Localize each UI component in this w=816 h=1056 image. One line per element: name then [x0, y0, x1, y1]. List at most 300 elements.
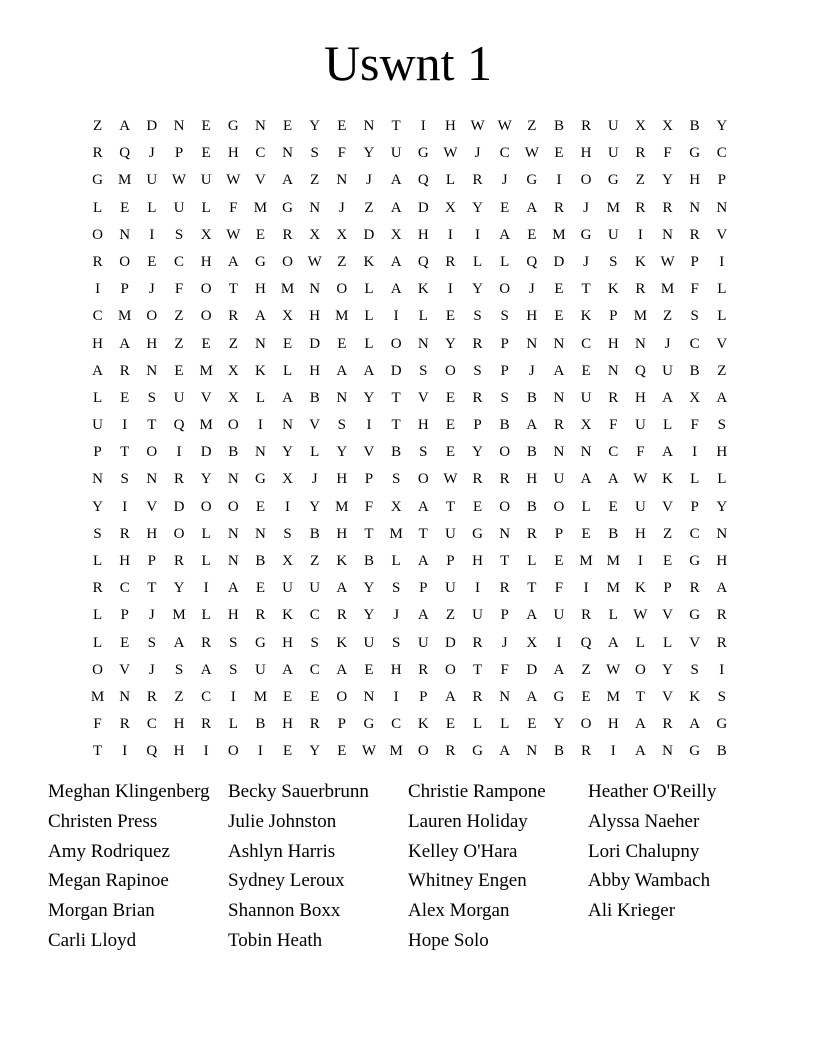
grid-cell[interactable]: E [581, 525, 591, 542]
grid-cell[interactable]: X [580, 417, 592, 434]
grid-cell[interactable]: U [607, 226, 619, 243]
grid-cell[interactable]: O [580, 716, 592, 733]
grid-cell[interactable]: E [472, 498, 483, 515]
grid-cell[interactable]: U [553, 607, 565, 624]
grid-cell[interactable]: E [581, 688, 591, 705]
grid-cell[interactable]: Q [173, 417, 185, 434]
grid-cell[interactable]: M [606, 580, 620, 597]
grid-cell[interactable]: R [92, 145, 103, 162]
grid-cell[interactable]: M [118, 308, 132, 325]
grid-cell[interactable]: E [120, 389, 130, 406]
grid-cell[interactable]: I [719, 253, 725, 270]
grid-cell[interactable]: M [118, 172, 132, 189]
grid-cell[interactable]: L [690, 471, 700, 488]
grid-cell[interactable]: I [257, 417, 263, 434]
grid-cell[interactable]: Z [581, 661, 591, 678]
grid-cell[interactable]: T [418, 525, 428, 542]
grid-cell[interactable]: W [226, 172, 241, 189]
grid-cell[interactable]: U [472, 607, 483, 624]
grid-cell[interactable]: A [716, 389, 728, 406]
grid-cell[interactable]: E [662, 553, 673, 569]
grid-cell[interactable]: R [581, 118, 592, 134]
grid-cell[interactable]: L [201, 607, 211, 624]
grid-cell[interactable]: Y [716, 118, 728, 134]
grid-cell[interactable]: I [122, 498, 128, 515]
grid-cell[interactable]: K [607, 281, 619, 298]
grid-cell[interactable]: U [173, 389, 185, 406]
grid-cell[interactable]: U [634, 417, 646, 434]
grid-cell[interactable]: G [254, 253, 266, 270]
grid-cell[interactable]: O [499, 498, 511, 515]
grid-cell[interactable]: H [472, 553, 483, 569]
grid-cell[interactable]: N [580, 444, 592, 461]
grid-cell[interactable]: P [554, 525, 564, 542]
grid-cell[interactable]: O [553, 498, 565, 515]
grid-cell[interactable]: B [391, 444, 402, 461]
grid-cell[interactable]: A [336, 362, 348, 379]
grid-cell[interactable]: G [92, 172, 103, 189]
grid-cell[interactable]: N [227, 471, 239, 488]
grid-cell[interactable]: L [717, 281, 727, 298]
grid-cell[interactable]: K [580, 308, 592, 325]
grid-cell[interactable]: B [309, 389, 320, 406]
grid-cell[interactable]: E [282, 743, 293, 760]
grid-cell[interactable]: N [499, 688, 511, 705]
grid-cell[interactable]: M [335, 498, 349, 515]
grid-cell[interactable]: S [473, 308, 482, 325]
grid-cell[interactable]: R [336, 607, 347, 624]
grid-cell[interactable]: E [445, 417, 455, 434]
grid-cell[interactable]: R [526, 525, 537, 542]
grid-cell[interactable]: K [662, 471, 673, 488]
grid-cell[interactable]: A [607, 634, 619, 651]
grid-cell[interactable]: I [393, 308, 399, 325]
grid-cell[interactable]: P [446, 553, 455, 569]
grid-cell[interactable]: H [634, 389, 646, 406]
grid-cell[interactable]: Q [417, 172, 429, 189]
grid-cell[interactable]: N [173, 118, 185, 134]
grid-cell[interactable]: C [146, 716, 157, 733]
grid-cell[interactable]: P [609, 308, 618, 325]
grid-cell[interactable]: X [200, 226, 212, 243]
grid-cell[interactable]: L [282, 362, 293, 379]
grid-cell[interactable]: X [309, 226, 321, 243]
grid-cell[interactable]: N [119, 226, 131, 243]
grid-cell[interactable]: T [500, 553, 510, 569]
grid-cell[interactable]: Y [472, 444, 483, 461]
grid-cell[interactable]: J [474, 145, 481, 162]
grid-cell[interactable]: K [336, 634, 348, 651]
grid-cell[interactable]: K [254, 362, 266, 379]
grid-cell[interactable]: B [228, 444, 239, 461]
grid-cell[interactable]: C [92, 308, 103, 325]
grid-cell[interactable]: A [662, 444, 673, 461]
grid-cell[interactable]: R [92, 253, 103, 270]
grid-cell[interactable]: A [336, 580, 348, 597]
grid-cell[interactable]: F [663, 145, 672, 162]
grid-cell[interactable]: E [500, 199, 510, 216]
grid-cell[interactable]: S [283, 525, 292, 542]
grid-cell[interactable]: F [690, 281, 699, 298]
grid-cell[interactable]: B [716, 743, 727, 760]
grid-cell[interactable]: I [556, 172, 562, 189]
grid-cell[interactable]: V [119, 661, 131, 678]
grid-cell[interactable]: H [716, 553, 728, 569]
grid-cell[interactable]: M [199, 417, 213, 434]
grid-cell[interactable]: K [634, 580, 646, 597]
grid-cell[interactable]: C [309, 661, 320, 678]
grid-cell[interactable]: Y [92, 498, 103, 515]
grid-cell[interactable]: S [147, 634, 157, 651]
grid-cell[interactable]: X [336, 226, 348, 243]
grid-cell[interactable]: T [228, 281, 238, 298]
grid-cell[interactable]: H [173, 716, 185, 733]
grid-cell[interactable]: S [717, 417, 726, 434]
grid-cell[interactable]: I [692, 444, 698, 461]
grid-cell[interactable]: O [227, 498, 239, 515]
grid-cell[interactable]: T [635, 688, 645, 705]
grid-cell[interactable]: J [148, 145, 155, 162]
grid-cell[interactable]: N [119, 688, 131, 705]
grid-cell[interactable]: G [689, 553, 701, 569]
grid-cell[interactable]: J [148, 281, 155, 298]
grid-cell[interactable]: E [201, 335, 211, 352]
grid-cell[interactable]: W [443, 471, 458, 488]
grid-cell[interactable]: G [526, 172, 538, 189]
grid-cell[interactable]: A [417, 553, 429, 569]
grid-cell[interactable]: U [580, 389, 592, 406]
grid-cell[interactable]: J [528, 281, 535, 298]
grid-cell[interactable]: M [606, 688, 620, 705]
grid-cell[interactable]: X [444, 199, 456, 216]
grid-cell[interactable]: I [719, 661, 725, 678]
grid-cell[interactable]: A [417, 498, 429, 515]
grid-cell[interactable]: I [203, 580, 209, 597]
grid-cell[interactable]: J [501, 634, 508, 651]
grid-cell[interactable]: I [556, 634, 562, 651]
grid-cell[interactable]: D [173, 498, 185, 515]
grid-cell[interactable]: M [253, 199, 268, 216]
grid-cell[interactable]: P [337, 716, 346, 733]
grid-cell[interactable]: J [366, 172, 372, 189]
grid-cell[interactable]: A [390, 281, 402, 298]
grid-cell[interactable]: L [310, 444, 320, 461]
grid-cell[interactable]: I [149, 226, 155, 243]
grid-cell[interactable]: E [147, 253, 157, 270]
grid-cell[interactable]: S [310, 145, 319, 162]
grid-cell[interactable]: N [282, 145, 293, 162]
grid-cell[interactable]: Y [363, 607, 375, 624]
grid-cell[interactable]: C [391, 716, 402, 733]
grid-cell[interactable]: L [201, 199, 211, 216]
grid-cell[interactable]: L [255, 389, 265, 406]
grid-cell[interactable]: Y [309, 743, 321, 760]
grid-cell[interactable]: R [689, 580, 700, 597]
grid-cell[interactable]: E [554, 281, 564, 298]
grid-cell[interactable]: K [689, 688, 701, 705]
grid-cell[interactable]: G [227, 118, 239, 134]
grid-cell[interactable]: C [309, 607, 320, 624]
grid-cell[interactable]: L [92, 607, 103, 624]
grid-cell[interactable]: U [444, 580, 456, 597]
grid-cell[interactable]: O [282, 253, 293, 270]
grid-cell[interactable]: L [472, 253, 483, 270]
grid-cell[interactable]: Y [309, 118, 321, 134]
grid-cell[interactable]: J [148, 607, 155, 624]
grid-cell[interactable]: Q [146, 743, 158, 760]
grid-cell[interactable]: M [606, 199, 620, 216]
grid-cell[interactable]: H [254, 281, 266, 298]
grid-cell[interactable]: Y [662, 661, 673, 678]
grid-cell[interactable]: R [201, 716, 212, 733]
grid-cell[interactable]: I [610, 743, 616, 760]
grid-cell[interactable]: F [364, 498, 374, 515]
grid-cell[interactable]: H [282, 716, 293, 733]
grid-cell[interactable]: R [146, 688, 157, 705]
grid-cell[interactable]: L [500, 716, 510, 733]
grid-cell[interactable]: N [526, 743, 538, 760]
grid-cell[interactable]: E [364, 661, 374, 678]
grid-cell[interactable]: N [309, 199, 321, 216]
grid-cell[interactable]: N [363, 118, 375, 134]
grid-cell[interactable]: L [364, 308, 374, 325]
grid-cell[interactable]: Z [662, 308, 673, 325]
grid-cell[interactable]: B [363, 553, 374, 569]
grid-cell[interactable]: I [447, 226, 453, 243]
grid-cell[interactable]: P [174, 145, 184, 162]
grid-cell[interactable]: A [173, 634, 185, 651]
grid-cell[interactable]: J [338, 199, 345, 216]
grid-cell[interactable]: X [390, 498, 402, 515]
grid-cell[interactable]: A [363, 362, 375, 379]
grid-cell[interactable]: F [636, 444, 645, 461]
grid-cell[interactable]: U [282, 580, 293, 597]
grid-cell[interactable]: Y [662, 172, 673, 189]
grid-cell[interactable]: E [527, 226, 537, 243]
grid-cell[interactable]: T [364, 525, 374, 542]
grid-cell[interactable]: R [472, 471, 483, 488]
grid-cell[interactable]: R [608, 389, 619, 406]
grid-cell[interactable]: H [526, 471, 538, 488]
grid-cell[interactable]: S [500, 389, 509, 406]
grid-cell[interactable]: T [147, 580, 157, 597]
grid-cell[interactable]: P [419, 580, 428, 597]
grid-cell[interactable]: I [583, 580, 589, 597]
grid-cell[interactable]: B [526, 444, 537, 461]
grid-cell[interactable]: H [716, 444, 728, 461]
grid-cell[interactable]: N [634, 335, 646, 352]
grid-cell[interactable]: V [146, 498, 158, 515]
grid-cell[interactable]: E [201, 145, 211, 162]
grid-cell[interactable]: U [363, 634, 375, 651]
grid-cell[interactable]: H [227, 607, 239, 624]
grid-cell[interactable]: S [391, 580, 401, 597]
grid-cell[interactable]: P [120, 607, 129, 624]
grid-cell[interactable]: X [227, 389, 239, 406]
grid-cell[interactable]: E [337, 743, 347, 760]
grid-cell[interactable]: O [499, 281, 511, 298]
grid-cell[interactable]: S [229, 661, 238, 678]
grid-cell[interactable]: O [146, 444, 158, 461]
grid-cell[interactable]: I [475, 226, 481, 243]
grid-cell[interactable]: G [472, 525, 483, 542]
grid-cell[interactable]: D [526, 661, 538, 678]
grid-cell[interactable]: R [553, 417, 564, 434]
grid-cell[interactable]: D [309, 335, 321, 352]
grid-cell[interactable]: F [229, 199, 238, 216]
grid-cell[interactable]: I [447, 281, 453, 298]
grid-cell[interactable]: W [443, 145, 458, 162]
grid-cell[interactable]: R [553, 199, 564, 216]
grid-cell[interactable]: A [526, 199, 538, 216]
grid-cell[interactable]: D [390, 362, 402, 379]
grid-cell[interactable]: S [609, 253, 618, 270]
grid-cell[interactable]: C [689, 335, 700, 352]
grid-cell[interactable]: R [173, 553, 184, 569]
grid-cell[interactable]: C [716, 145, 727, 162]
grid-cell[interactable]: V [662, 607, 673, 624]
grid-cell[interactable]: A [662, 389, 673, 406]
grid-cell[interactable]: M [389, 525, 403, 542]
grid-cell[interactable]: Q [580, 634, 592, 651]
grid-cell[interactable]: I [257, 743, 263, 760]
grid-cell[interactable]: O [444, 362, 456, 379]
grid-cell[interactable]: E [174, 362, 184, 379]
grid-cell[interactable]: S [419, 444, 428, 461]
grid-cell[interactable]: A [526, 688, 538, 705]
grid-cell[interactable]: N [363, 688, 375, 705]
grid-cell[interactable]: M [633, 308, 648, 325]
grid-cell[interactable]: B [309, 525, 320, 542]
grid-cell[interactable]: K [282, 607, 293, 624]
grid-cell[interactable]: V [200, 389, 212, 406]
grid-cell[interactable]: N [282, 417, 293, 434]
grid-cell[interactable]: H [607, 335, 619, 352]
grid-cell[interactable]: O [146, 308, 158, 325]
grid-cell[interactable]: H [146, 525, 158, 542]
grid-cell[interactable]: P [473, 417, 482, 434]
grid-cell[interactable]: F [500, 661, 509, 678]
grid-cell[interactable]: S [419, 362, 428, 379]
grid-cell[interactable]: N [499, 525, 511, 542]
grid-cell[interactable]: F [609, 417, 618, 434]
grid-cell[interactable]: X [526, 634, 538, 651]
grid-cell[interactable]: U [662, 362, 673, 379]
grid-cell[interactable]: R [662, 199, 673, 216]
grid-cell[interactable]: N [553, 444, 565, 461]
grid-cell[interactable]: Z [445, 607, 455, 624]
grid-cell[interactable]: E [255, 498, 265, 515]
grid-cell[interactable]: Y [472, 199, 483, 216]
grid-cell[interactable]: P [717, 172, 726, 189]
grid-cell[interactable]: D [417, 199, 429, 216]
grid-cell[interactable]: L [418, 308, 428, 325]
grid-cell[interactable]: T [147, 417, 157, 434]
grid-cell[interactable]: I [95, 281, 101, 298]
grid-cell[interactable]: L [500, 253, 510, 270]
grid-cell[interactable]: R [472, 389, 483, 406]
grid-cell[interactable]: N [716, 199, 728, 216]
grid-cell[interactable]: N [254, 444, 266, 461]
grid-cell[interactable]: N [716, 525, 728, 542]
grid-cell[interactable]: G [716, 716, 728, 733]
grid-cell[interactable]: V [662, 498, 673, 515]
grid-cell[interactable]: I [420, 118, 426, 134]
grid-cell[interactable]: R [581, 743, 592, 760]
grid-cell[interactable]: R [418, 661, 429, 678]
grid-cell[interactable]: J [583, 199, 590, 216]
grid-cell[interactable]: G [689, 145, 701, 162]
grid-cell[interactable]: F [174, 281, 184, 298]
grid-cell[interactable]: L [717, 471, 727, 488]
grid-cell[interactable]: L [662, 634, 673, 651]
grid-cell[interactable]: C [201, 688, 212, 705]
grid-cell[interactable]: P [663, 580, 672, 597]
grid-cell[interactable]: X [282, 308, 293, 325]
grid-cell[interactable]: H [580, 145, 592, 162]
grid-cell[interactable]: U [390, 145, 402, 162]
grid-cell[interactable]: N [689, 199, 701, 216]
grid-cell[interactable]: G [689, 743, 701, 760]
grid-cell[interactable]: G [580, 226, 592, 243]
grid-cell[interactable]: F [690, 417, 699, 434]
grid-cell[interactable]: N [227, 525, 239, 542]
grid-cell[interactable]: A [282, 172, 293, 189]
grid-cell[interactable]: Y [363, 145, 375, 162]
grid-cell[interactable]: T [92, 743, 103, 760]
grid-cell[interactable]: R [119, 716, 130, 733]
grid-cell[interactable]: B [526, 389, 537, 406]
grid-cell[interactable]: L [364, 335, 374, 352]
grid-cell[interactable]: H [200, 253, 212, 270]
grid-cell[interactable]: H [119, 553, 131, 569]
grid-cell[interactable]: X [227, 362, 239, 379]
grid-cell[interactable]: P [690, 498, 699, 515]
grid-cell[interactable]: C [255, 145, 266, 162]
grid-cell[interactable]: R [255, 607, 266, 624]
grid-cell[interactable]: A [634, 743, 646, 760]
grid-cell[interactable]: L [92, 199, 103, 216]
grid-cell[interactable]: Y [444, 335, 456, 352]
grid-cell[interactable]: N [553, 335, 565, 352]
grid-cell[interactable]: W [660, 253, 675, 270]
grid-cell[interactable]: Y [472, 281, 483, 298]
grid-cell[interactable]: A [92, 362, 103, 379]
grid-cell[interactable]: R [472, 335, 483, 352]
grid-cell[interactable]: T [581, 281, 591, 298]
grid-cell[interactable]: L [662, 417, 673, 434]
grid-cell[interactable]: I [285, 498, 291, 515]
grid-cell[interactable]: R [228, 308, 239, 325]
grid-cell[interactable]: E [581, 362, 591, 379]
grid-cell[interactable]: W [497, 118, 512, 134]
grid-cell[interactable]: O [499, 444, 511, 461]
grid-cell[interactable]: A [390, 253, 402, 270]
grid-cell[interactable]: U [92, 417, 103, 434]
grid-cell[interactable]: A [689, 716, 701, 733]
grid-cell[interactable]: R [445, 253, 456, 270]
grid-cell[interactable]: O [390, 335, 402, 352]
grid-cell[interactable]: A [553, 362, 565, 379]
grid-cell[interactable]: U [254, 661, 266, 678]
grid-cell[interactable]: S [337, 417, 346, 434]
grid-cell[interactable]: I [203, 743, 209, 760]
grid-cell[interactable]: O [200, 281, 212, 298]
grid-cell[interactable]: Z [92, 118, 103, 134]
grid-cell[interactable]: N [662, 226, 673, 243]
grid-cell[interactable]: L [472, 716, 483, 733]
grid-cell[interactable]: H [227, 145, 239, 162]
